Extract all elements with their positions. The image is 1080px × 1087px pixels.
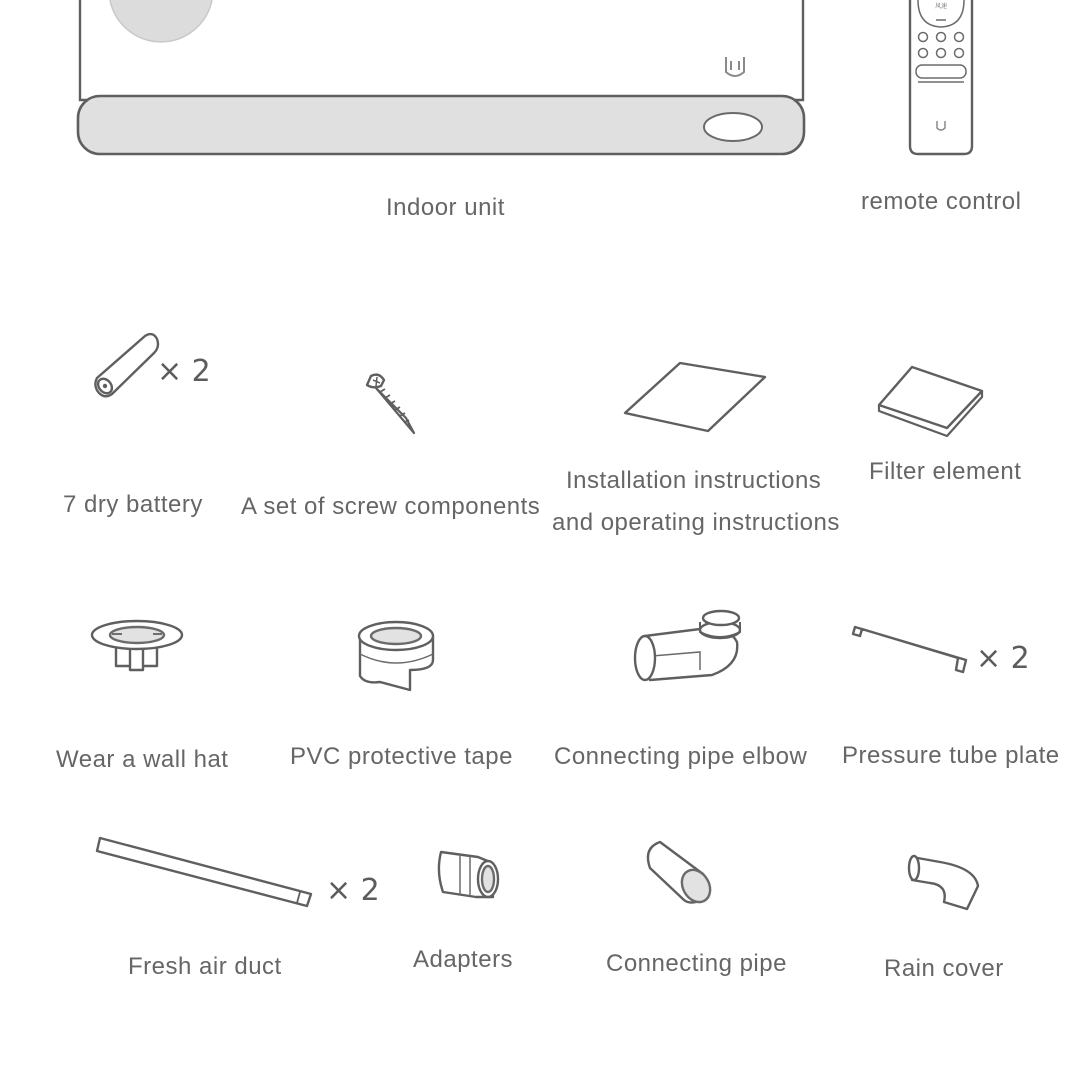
manual-icon <box>625 363 765 431</box>
indoor-unit-illustration <box>78 0 804 154</box>
battery-icon <box>95 334 158 396</box>
air-duct-icon <box>97 838 311 906</box>
filter-label: Filter element <box>869 458 1022 485</box>
pressure-plate-label: Pressure tube plate <box>842 742 1060 769</box>
manual-label-line2: and operating instructions <box>552 509 840 536</box>
pipe-elbow-label: Connecting pipe elbow <box>554 743 808 770</box>
adapters-label: Adapters <box>413 946 514 973</box>
rain-cover-label: Rain cover <box>884 955 1004 982</box>
unit-sensor-oval <box>704 113 762 141</box>
battery-quantity: × 2 <box>157 354 211 389</box>
remote-control-label: remote control <box>861 188 1022 215</box>
pvc-tape-label: PVC protective tape <box>290 743 513 770</box>
pvc-tape-icon <box>359 622 433 690</box>
pipe-elbow-icon <box>635 611 740 680</box>
air-duct-label: Fresh air duct <box>128 953 282 980</box>
wall-hat-label: Wear a wall hat <box>56 746 229 773</box>
screw-icon <box>367 375 414 433</box>
connecting-pipe-label: Connecting pipe <box>606 950 787 977</box>
battery-label: 7 dry battery <box>63 491 203 518</box>
adapter-icon <box>439 852 498 897</box>
wall-hat-icon <box>92 621 182 670</box>
manual-label-line1: Installation instructions <box>566 467 822 494</box>
screws-label: A set of screw components <box>241 493 541 520</box>
pressure-plate-icon <box>853 627 966 672</box>
remote-control-illustration <box>910 0 972 154</box>
remote-center-label: 风速 <box>934 4 948 10</box>
filter-icon <box>879 367 982 436</box>
air-duct-quantity: × 2 <box>326 873 380 908</box>
indoor-unit-label: Indoor unit <box>386 194 505 221</box>
unit-bottom-panel <box>78 96 804 154</box>
connecting-pipe-icon <box>648 842 716 907</box>
pressure-plate-quantity: × 2 <box>976 641 1030 676</box>
rain-cover-icon <box>909 856 978 909</box>
